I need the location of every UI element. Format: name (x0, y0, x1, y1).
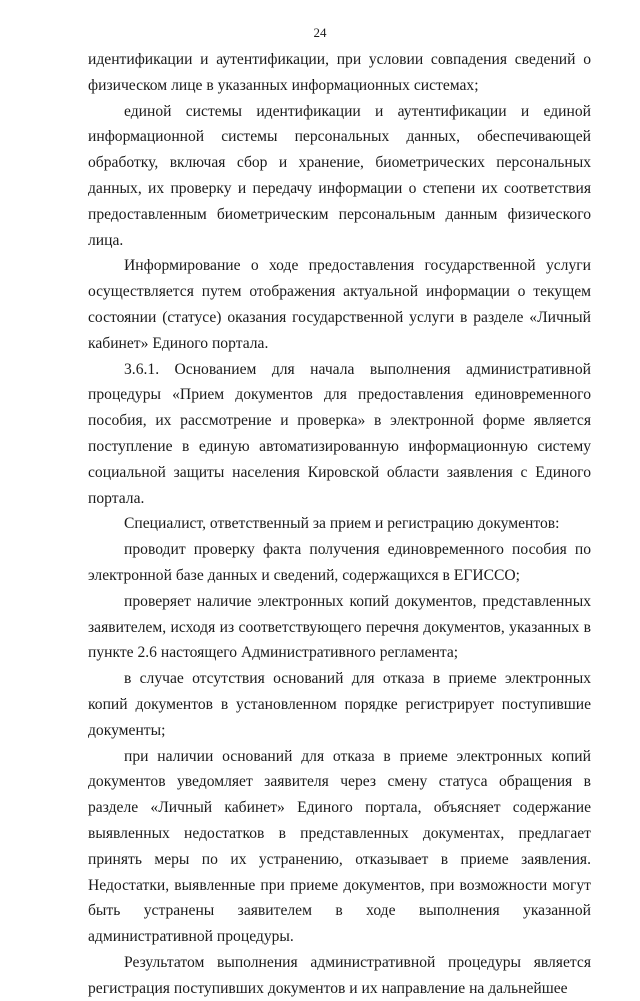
page-number: 24 (313, 25, 327, 40)
document-body (88, 47, 591, 1001)
paragraph-register-documents: в случае отсутствия оснований для отказа в приеме электронных копий документов в установленном порядке регистрирует поступившие документы; (88, 670, 591, 739)
paragraph-continuation: идентификации и аутентификации, при условии совпадения сведений о физическом лице в указанных информационных системах; (88, 51, 591, 94)
paragraph-3-6-1: 3.6.1. Основанием для начала выполнения административной процедуры «Прием документов для предоставления единовременного пособия, их рассмотрение и проверка» в электронной форме является поступление в единую автоматизированную информационную систему социальной защиты населения Кировской области заявления с Единого портала. (88, 360, 591, 507)
paragraph-refusal-grounds: при наличии оснований для отказа в приеме электронных копий документов уведомляет заявителя через смену статуса обращения в разделе «Личный кабинет» Единого портала, объясняет содержание выявленных недостатков в представленных документах, предлагает принять меры по их устранению, отказывает в приеме заявления. Недостатки, выявленные при приеме документов, при возможности могут быть устранены заявителем в ходе выполнения указанной административной процедуры. (88, 747, 591, 946)
paragraph-check-copies: проверяет наличие электронных копий документов, представленных заявителем, исходя из соответствующего перечня документов, указанных в пункте 2.6 настоящего Административного регламента; (88, 592, 591, 662)
paragraph-unified-identification-system: единой системы идентификации и аутентификации и единой информационной системы персональных данных, обеспечивающей обработку, включая сбор и хранение, биометрических персональных данных, их проверку и передачу информации о степени их соответствия предоставленным биометрическим персональным данным физического лица. (88, 102, 591, 249)
paragraph-result: Результатом выполнения административной процедуры является регистрация поступивших документов и их направление на дальнейшее (88, 953, 591, 997)
paragraph-specialist: Специалист, ответственный за прием и регистрацию документов: (124, 515, 560, 533)
paragraph-check-receipt: проводит проверку факта получения единовременного пособия по электронной базе данных и сведений, содержащихся в ЕГИССО; (88, 541, 591, 584)
paragraph-informing: Информирование о ходе предоставления государственной услуги осуществляется путем отображения актуальной информации о текущем состоянии (статусе) оказания государственной услуги в разделе «Личный кабинет» Единого портала. (88, 257, 591, 352)
